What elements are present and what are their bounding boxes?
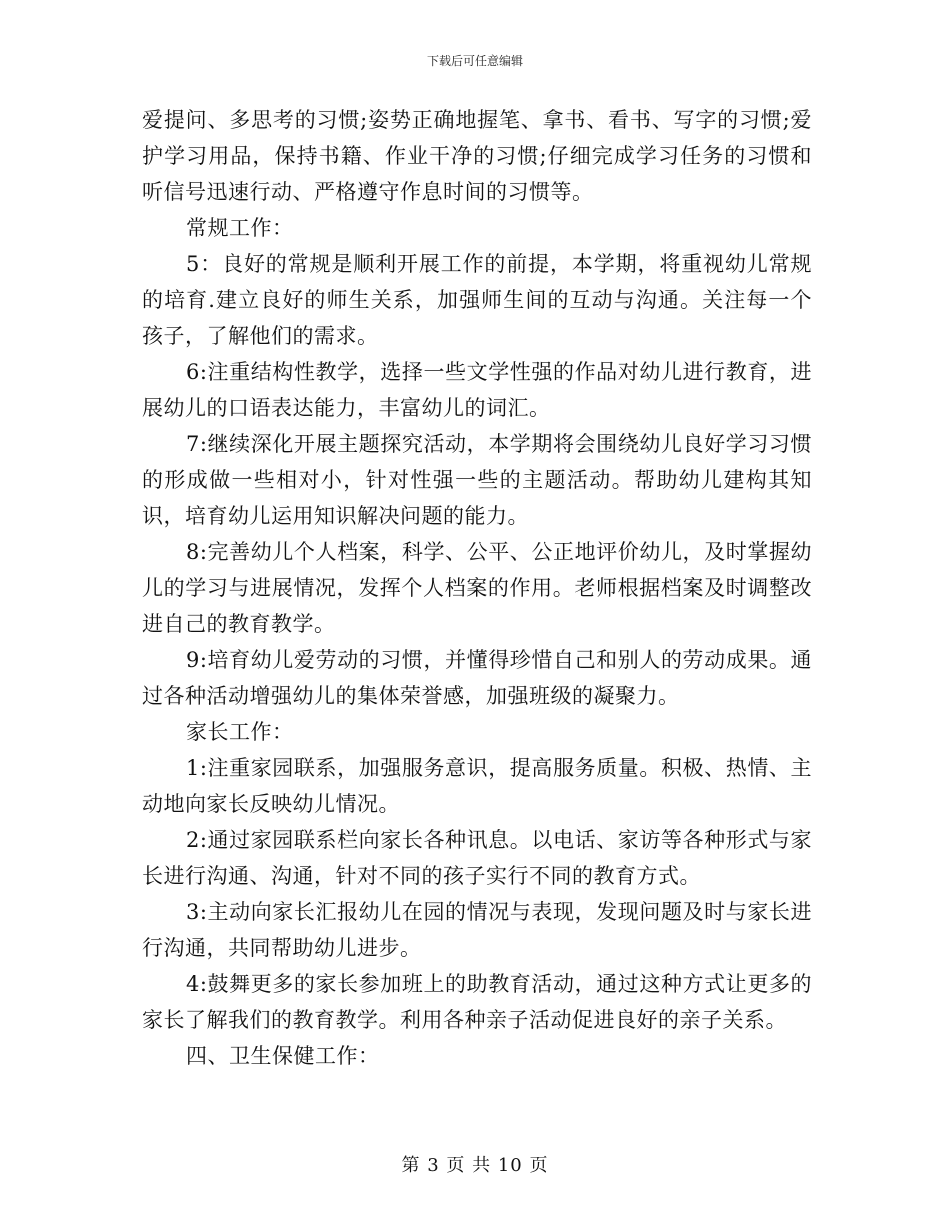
- paragraph-routine-5: 5：良好的常规是顺利开展工作的前提，本学期，将重视幼儿常规的培育.建立良好的师生关系，加强师生间的互动与沟通。关注每一个孩子，了解他们的需求。: [142, 252, 812, 348]
- page-header: 下载后可任意编辑: [426, 54, 523, 68]
- paragraph-routine-9: 9:培育幼儿爱劳动的习惯，并懂得珍惜自己和别人的劳动成果。通过各种活动增强幼儿的集体荣誉感，加强班级的凝聚力。: [142, 648, 812, 708]
- paragraph-parents-1: 1:注重家园联系，加强服务意识，提高服务质量。积极、热情、主动地向家长反映幼儿情况。: [142, 756, 812, 816]
- paragraph-parents-3: 3:主动向家长汇报幼儿在园的情况与表现，发现问题及时与家长进行沟通，共同帮助幼儿进步。: [142, 900, 812, 960]
- section-heading-routine: 常规工作：: [186, 216, 294, 240]
- section-heading-health: 四、卫生保健工作：: [186, 1044, 380, 1068]
- paragraph-routine-7: 7:继续深化开展主题探究活动，本学期将会围绕幼儿良好学习习惯的形成做一些相对小，针对性强一些的主题活动。帮助幼儿建构其知识，培育幼儿运用知识解决问题的能力。: [142, 432, 812, 528]
- paragraph-parents-4: 4:鼓舞更多的家长参加班上的助教育活动，通过这种方式让更多的家长了解我们的教育教学。利用各种亲子活动促进良好的亲子关系。: [142, 972, 812, 1032]
- section-heading-parents: 家长工作：: [186, 720, 294, 744]
- document-body: [142, 102, 812, 1074]
- page-number-footer: 第 3 页 共 10 页: [401, 1155, 549, 1176]
- paragraph-routine-6: 6:注重结构性教学，选择一些文学性强的作品对幼儿进行教育，进展幼儿的口语表达能力，丰富幼儿的词汇。: [142, 360, 812, 420]
- paragraph-routine-8: 8:完善幼儿个人档案，科学、公平、公正地评价幼儿，及时掌握幼儿的学习与进展情况，发挥个人档案的作用。老师根据档案及时调整改进自己的教育教学。: [142, 540, 812, 636]
- paragraph-parents-2: 2:通过家园联系栏向家长各种讯息。以电话、家访等各种形式与家长进行沟通、沟通，针对不同的孩子实行不同的教育方式。: [142, 828, 812, 888]
- paragraph-1: 爱提问、多思考的习惯;姿势正确地握笔、拿书、看书、写字的习惯;爱护学习用品，保持书籍、作业干净的习惯;仔细完成学习任务的习惯和听信号迅速行动、严格遵守作息时间的习惯等。: [142, 108, 812, 204]
